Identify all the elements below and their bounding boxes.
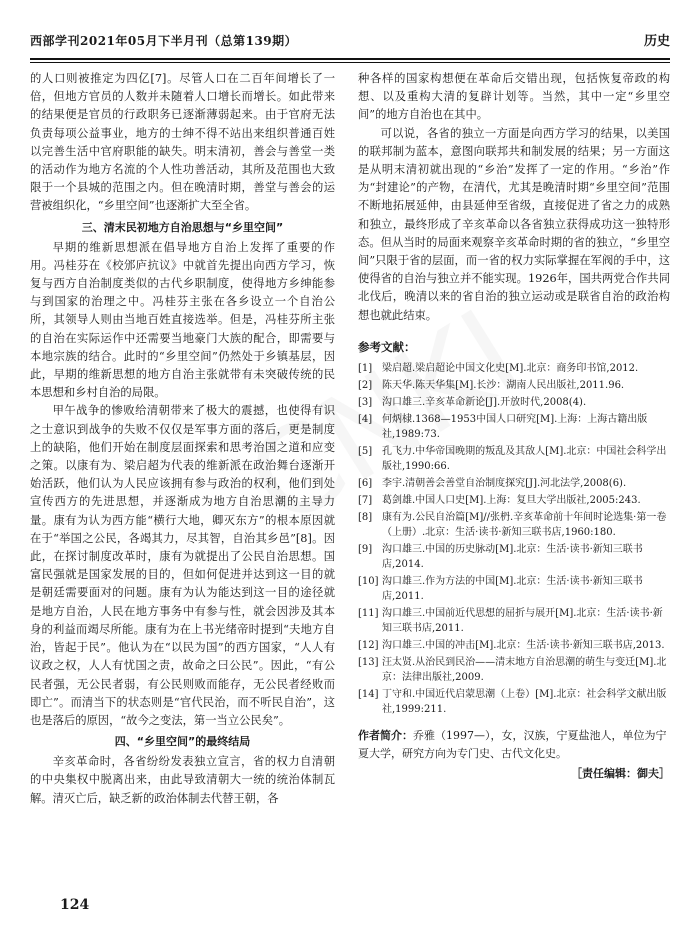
reference-text: 康有为.公民自治篇[M]//张枬.辛亥革命前十年间时论选集·第一卷（上册）.北京：生活·读书·新知三联书店,1960:180. (382, 511, 667, 538)
header-rule-thin (30, 62, 670, 63)
author-bio-text: 乔雅（1997—），女，汉族，宁夏盐池人，单位为宁夏大学，研究方向为专门史、古代文化史。 (358, 728, 667, 760)
reference-item (358, 687, 670, 717)
header-rule (30, 58, 670, 60)
reference-text: 梁启超.梁启超论中国文化史[M].北京：商务印书馆,2012. (382, 362, 639, 374)
reference-number: [1] (358, 362, 373, 374)
reference-text: 沟口雄三.作为方法的中国[M].北京：生活·读书·新知三联书店,2011. (382, 575, 643, 602)
reference-item (358, 542, 670, 572)
reference-text: 沟口雄三.中国的冲击[M].北京：生活·读书·新知三联书店,2013. (382, 639, 665, 651)
author-bio-label: 作者简介： (358, 728, 413, 742)
reference-number: [3] (358, 396, 373, 408)
reference-number: [8] (358, 511, 373, 523)
paragraph: 辛亥革命时，各省纷纷发表独立宣言，省的权力自清朝的中央集权中脱离出来，由此导致清朝大一统的统治体制瓦解。清灭亡后，缺乏新的政治体制去代替王朝，各 (30, 755, 335, 805)
paragraph: 种各样的国家构想便在革命后交错出现，包括恢复帝政的构想、以及重构大清的复辟计划等。当然，其中一定“乡里空间”的地方自治也在其中。 (358, 72, 670, 122)
section-label: 历史 (643, 34, 670, 49)
reference-text: 陈天华.陈天华集[M].长沙：湖南人民出版社,2011.96. (382, 379, 625, 391)
reference-number: [12] (358, 639, 379, 651)
reference-item (358, 655, 670, 685)
editor-credit: ［责任编辑：御夫］ (571, 766, 670, 780)
reference-text: 沟口雄三.中国前近代思想的屈折与展开[M].北京：生活·读书·新知三联书店,2011. (382, 607, 663, 634)
author-bio (358, 727, 670, 763)
reference-number: [13] (358, 656, 379, 668)
reference-number: [14] (358, 688, 379, 700)
reference-number: [9] (358, 543, 373, 555)
reference-number: [10] (358, 575, 379, 587)
reference-number: [11] (358, 607, 379, 619)
reference-text: 孔飞力.中华帝国晚期的叛乱及其敌人[M].北京：中国社会科学出版社,1990:66. (382, 445, 667, 472)
paragraph: 甲午战争的惨败给清朝带来了极大的震撼，也使得有识之士意识到战争的失败不仅仅是军事方面的落后，更是制度上的缺陷，他们开始在制度层面探索和思考治国之道和应变之策。以康有为、梁启超为代表的维新派在政治舞台逐渐开始活跃，他们认为人民应该拥有参与政治的权利，他们到处宣传西方的先进思想，并逐渐成为地方自治思潮的主导力量。康有为认为西方能“横行大地，卿灭东方”的根本原因就在于“举国之公民，各竭其力，尽其智，自治其乡邑”[8]。因此，在探讨制度改革时，康有为就提出了公民自治思想。国富民强就是国家发展的目的，但如何促进并达到这一目的就是朝廷需要面对的问题。康有为认为能达到这一目的途径就是地方自治，人民在地方事务中有参与性，就会因涉及其本身的利益而竭尽所能。康有为在上书光绪帝时提到“夫地方自治，皆起于民”。他认为在“以民为国”的西方国家，“人人有议政之权，人人有忧国之责，故命之曰公民”。因此，“有公民者强，无公民者弱，有公民则败而能存，无公民者经败而即亡”。而清当下的状态则是“官代民治，而不听民自治”，这也是落后的原因，“故今之变法，第一当立公民矣”。 (30, 404, 335, 727)
reference-text: 沟口雄三.辛亥革命新论[J].开放时代,2008(4). (382, 396, 587, 408)
reference-text: 葛剑雄.中国人口史[M].上海：复旦大学出版社,2005:243. (382, 494, 641, 506)
reference-text: 沟口雄三.中国的历史脉动[M].北京：生活·读书·新知三联书店,2014. (382, 543, 643, 570)
reference-text: 丁守和.中国近代启蒙思潮（上卷）[M].北京：社会科学文献出版社,1999:211. (382, 688, 667, 715)
reference-number: [6] (358, 477, 373, 489)
reference-text: 汪太贤.从治民到民治——清末地方自治思潮的萌生与变迁[M].北京：法律出版社,2009. (382, 656, 667, 683)
reference-number: [4] (358, 413, 373, 425)
section-heading: 三、清末民初地方自治思想与“乡里空间” (81, 220, 284, 234)
reference-number: [7] (358, 494, 373, 506)
reference-number: [5] (358, 445, 373, 457)
page-header (30, 30, 670, 60)
paragraph: 可以说，各省的独立一方面是向西方学习的结果，以美国的联邦制为蓝本，意图向联邦共和制发展的结果；另一方面这是从明末清初就出现的“乡治”发挥了一定的作用。“乡治”作为“封建论”的产物，在清代，尤其是晚清时期“乡里空间”范围不断地拓展延伸，由县延伸至省级，直接促进了省之力的成熟和独立，最终形成了辛亥革命以各省独立获得成功这一独特形态。但从当时的局面来观察辛亥革命时期的省的独立，“乡里空间”只限于省的层面，而一省的权力实际掌握在军阀的手中，这使得省的自治与独立并不能实现。1926年，国共两党合作共同北伐后，晚清以来的省自治的独立运动或是联省自治的政治构想也就此结束。 (358, 126, 670, 322)
paragraph: 早期的维新思想派在倡导地方自治上发挥了重要的作用。冯桂芬在《校邠庐抗议》中就首先提出向西方学习，恢复与西方自治制度类似的古代乡职制度，使得地方乡绅能参与到国家的治理之中。冯桂芬主张在各乡设立一个自治公所，其领导人则由当地百姓直接选举。但是，冯桂芬所主张的自治在实际运作中还需要当地豪门大族的配合，即需要与本地宗族的结合。此时的“乡里空间”仍然处于乡镇基层，因此，早期的维新思想的地方自治主张就带有未突破传统的民本思想和乡村自治的局限。 (30, 240, 335, 400)
references-heading: 参考文献： (358, 339, 416, 354)
reference-number: [2] (358, 379, 373, 391)
paragraph: 的人口则被推定为四亿[7]。尽管人口在二百年间增长了一倍，但地方官员的人数并未随着人口增长而增长。如此带来的结果便是官员的行政职务已逐渐薄弱起来。由于官府无法负责每项公益事业，地方的士绅不得不站出来组织普通百姓以完善生活中官府职能的缺失。明末清初，善会与善堂一类的活动作为地方名流的个人性功善活动，其所及范围也大致限于一个县城的范围之内。但在晚清时期，善堂与善会的运营被组织化，“乡里空间”也逐渐扩大至全省。 (30, 72, 335, 213)
reference-text: 李宇.清朝善会善堂自治制度探究[J].河北法学,2008(6). (382, 477, 627, 489)
reference-item (358, 606, 670, 636)
reference-item (358, 493, 670, 508)
section-heading: 四、“乡里空间”的最终结局 (114, 735, 251, 749)
page-number: 124 (60, 897, 90, 913)
reference-text: 何炳棣.1368—1953中国人口研究[M].上海：上海古籍出版社,1989:73. (382, 413, 648, 440)
reference-item (358, 574, 670, 604)
reference-item (358, 510, 670, 540)
reference-item (358, 638, 670, 653)
journal-title: 西部学刊2021年05月下半月刊（总第139期） (30, 34, 298, 48)
